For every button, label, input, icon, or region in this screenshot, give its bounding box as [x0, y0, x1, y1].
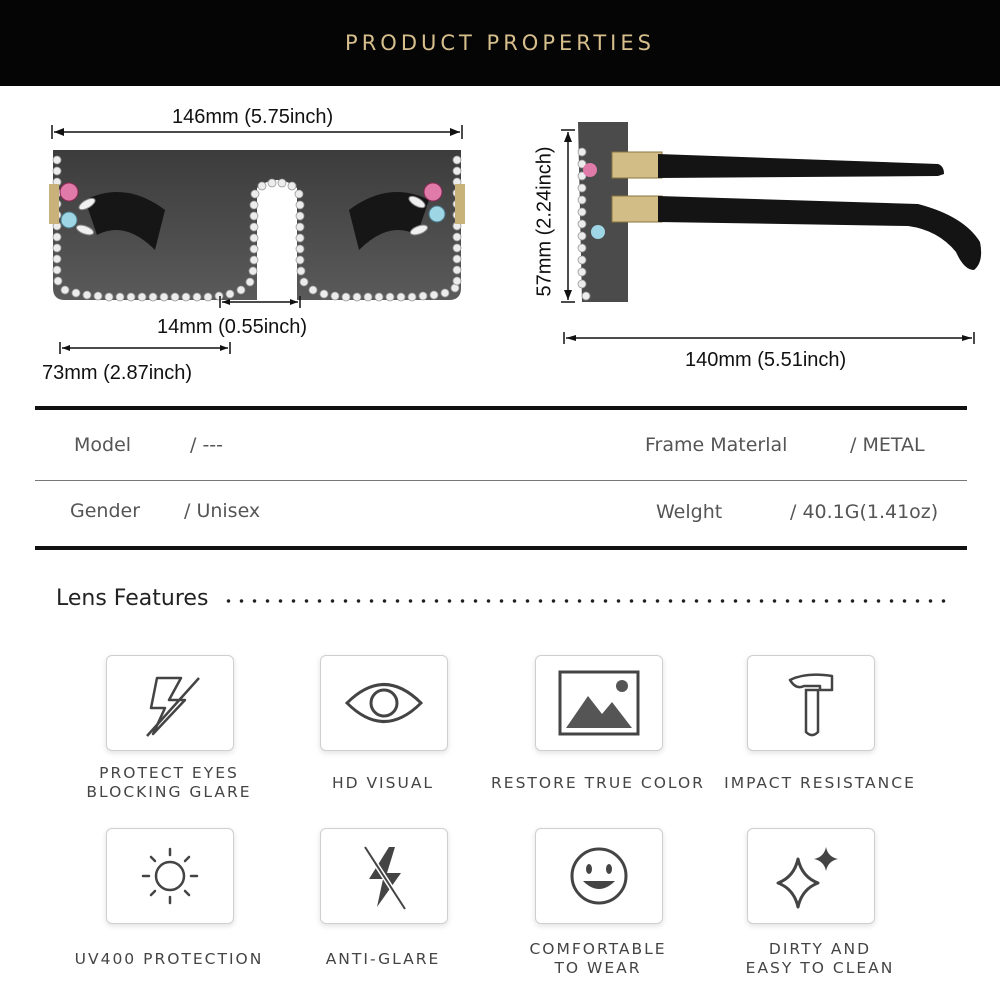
glasses-front-view — [45, 140, 505, 310]
feature-label-uv400: UV400 PROTECTION — [74, 950, 264, 968]
spec-bottom-rule — [35, 546, 967, 550]
model-label: Model — [74, 434, 132, 456]
feature-card-comfortable — [535, 828, 663, 924]
feature-label-true-color: RESTORE TRUE COLOR — [491, 774, 705, 792]
feature-card-protect-eyes — [106, 655, 234, 751]
feature-label-protect-eyes: PROTECT EYES BLOCKING GLARE — [86, 764, 252, 801]
bridge-label: 14mm (0.55inch) — [157, 316, 308, 338]
eye-icon — [321, 656, 447, 750]
feature-card-anti-glare — [320, 828, 448, 924]
feature-card-easy-clean — [747, 828, 875, 924]
temple-length-arrow — [562, 330, 982, 346]
dotted-divider — [222, 598, 952, 604]
smiley-face-icon — [536, 829, 662, 923]
feature-card-true-color — [535, 655, 663, 751]
frame-material-value: / METAL — [850, 434, 925, 456]
feature-label-hd-visual: HD VISUAL — [331, 774, 435, 792]
bridge-arrow — [218, 294, 308, 310]
gender-label: Gender — [70, 500, 141, 522]
lightning-glare-icon — [107, 656, 233, 750]
feature-label-comfortable: COMFORTABLE TO WEAR — [529, 940, 667, 977]
spec-middle-rule — [35, 480, 967, 481]
page-title: PRODUCT PROPERTIES — [345, 31, 655, 55]
sparkle-icon — [748, 829, 874, 923]
gender-value: / Unisex — [184, 500, 261, 522]
glasses-side-view — [568, 112, 988, 312]
crossed-lightning-icon — [321, 829, 447, 923]
feature-card-hd-visual — [320, 655, 448, 751]
weight-label: Welght — [656, 501, 723, 523]
weight-value: / 40.1G(1.41oz) — [790, 501, 939, 523]
header-banner — [0, 0, 1000, 86]
frame-material-label: Frame Materlal — [645, 434, 788, 456]
feature-label-anti-glare: ANTI-GLARE — [325, 950, 441, 968]
lens-height-label: 57mm (2.24inch) — [533, 146, 556, 297]
spec-top-rule — [35, 406, 967, 410]
lens-width-arrow — [58, 340, 238, 356]
feature-card-uv400 — [106, 828, 234, 924]
lens-features-title: Lens Features — [56, 586, 209, 611]
lens-width-label: 73mm (2.87inch) — [42, 362, 193, 384]
hammer-icon — [748, 656, 874, 750]
lens-height-arrow — [558, 128, 578, 308]
model-value: / --- — [190, 434, 224, 456]
feature-label-easy-clean: DIRTY AND EASY TO CLEAN — [745, 940, 895, 977]
sun-icon — [107, 829, 233, 923]
feature-card-impact — [747, 655, 875, 751]
feature-label-impact: IMPACT RESISTANCE — [724, 774, 916, 792]
frame-width-label: 146mm (5.75inch) — [172, 106, 334, 128]
temple-length-label: 140mm (5.51inch) — [685, 349, 847, 371]
landscape-picture-icon — [536, 656, 662, 750]
